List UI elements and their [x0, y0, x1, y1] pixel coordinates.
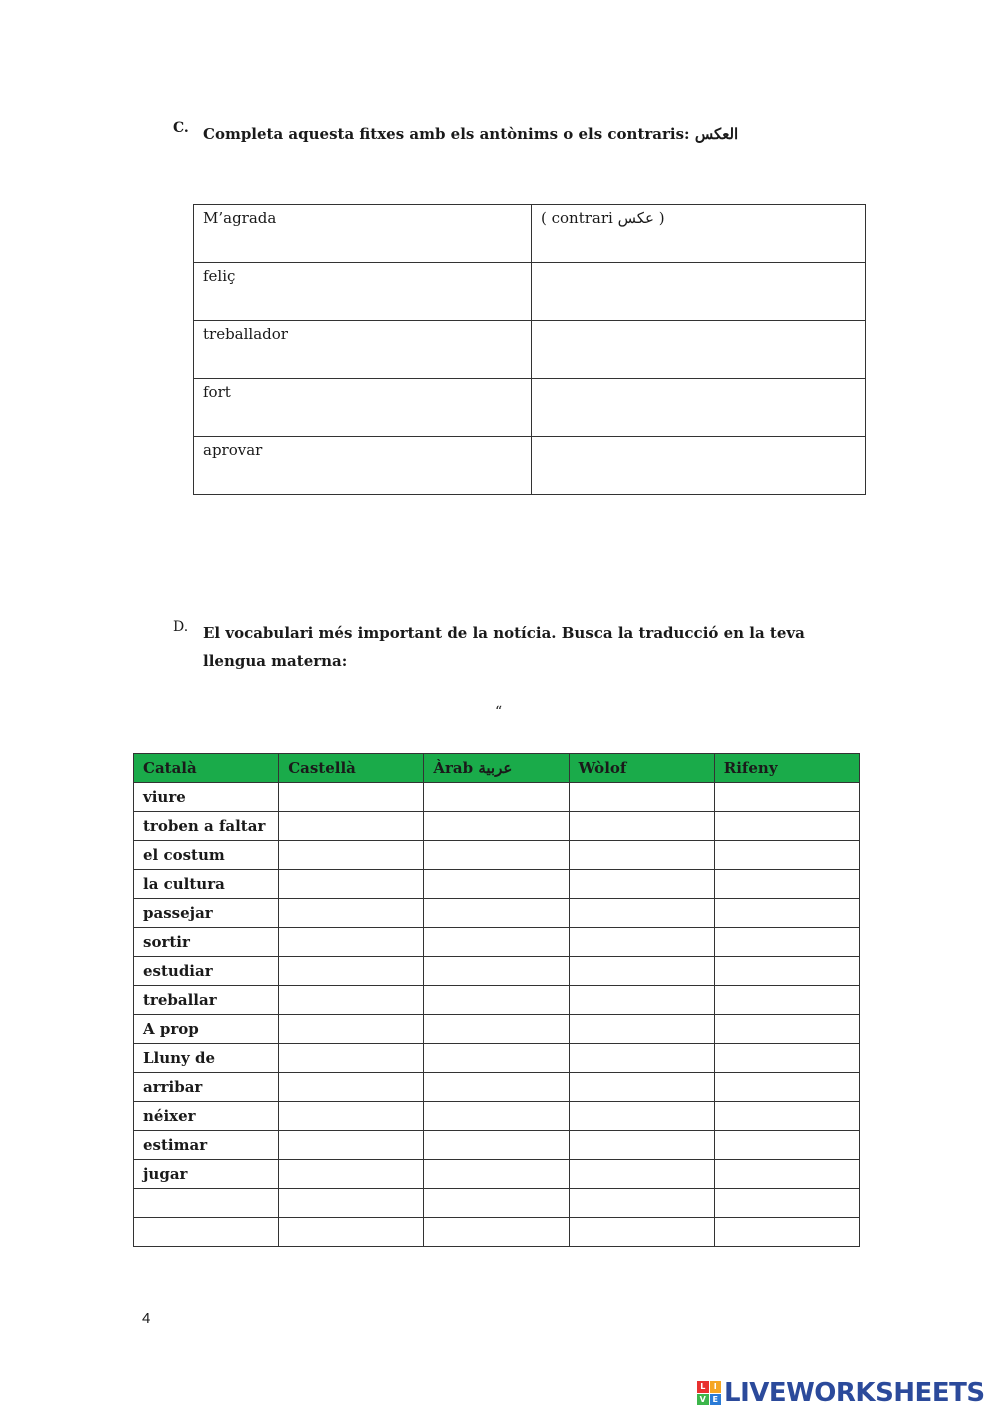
translation-cell[interactable]	[714, 1073, 859, 1102]
translation-cell[interactable]	[714, 1189, 859, 1218]
translation-cell[interactable]	[424, 899, 569, 928]
translation-cell[interactable]	[569, 1218, 714, 1247]
antonyms-table	[193, 204, 866, 495]
translation-cell[interactable]	[424, 1131, 569, 1160]
translation-cell[interactable]	[714, 1131, 859, 1160]
table-row	[194, 437, 866, 495]
table-row	[134, 928, 860, 957]
section-d-letter: D.	[173, 619, 189, 635]
translation-cell[interactable]	[714, 870, 859, 899]
section-c-letter: C.	[173, 120, 189, 136]
translation-cell[interactable]	[569, 899, 714, 928]
liveworksheets-brand[interactable]	[697, 1378, 985, 1408]
translation-cell[interactable]	[424, 957, 569, 986]
brand-name: LIVEWORKSHEETS	[724, 1378, 985, 1408]
page-number: 4	[142, 1310, 151, 1327]
translation-cell[interactable]	[279, 899, 424, 928]
header-castella: Castellà	[279, 754, 424, 783]
table-row	[134, 1044, 860, 1073]
translation-cell[interactable]	[279, 1073, 424, 1102]
vocab-word: estimar	[134, 1131, 279, 1160]
table-row	[194, 205, 866, 263]
table-row	[134, 1102, 860, 1131]
translation-cell[interactable]	[279, 1218, 424, 1247]
translation-cell[interactable]	[279, 1102, 424, 1131]
header-rifeny: Rifeny	[714, 754, 859, 783]
translation-cell[interactable]	[569, 783, 714, 812]
translation-cell[interactable]	[714, 1160, 859, 1189]
translation-cell[interactable]	[424, 1044, 569, 1073]
translation-cell[interactable]	[569, 1160, 714, 1189]
translation-cell[interactable]	[424, 928, 569, 957]
translation-cell[interactable]	[714, 783, 859, 812]
table-row	[134, 1218, 860, 1247]
table-row	[134, 841, 860, 870]
translation-cell[interactable]	[424, 841, 569, 870]
vocab-word: arribar	[134, 1073, 279, 1102]
translation-cell[interactable]	[424, 783, 569, 812]
translation-cell[interactable]	[569, 841, 714, 870]
vocab-word: néixer	[134, 1102, 279, 1131]
table-row	[134, 1015, 860, 1044]
table-row	[194, 263, 866, 321]
translation-cell[interactable]	[279, 870, 424, 899]
translation-cell[interactable]	[279, 1189, 424, 1218]
table-row	[134, 1073, 860, 1102]
translation-cell[interactable]	[569, 1073, 714, 1102]
translation-cell[interactable]	[424, 1073, 569, 1102]
translation-cell[interactable]	[714, 928, 859, 957]
table-row	[134, 957, 860, 986]
table-row	[134, 1160, 860, 1189]
table-row	[134, 1131, 860, 1160]
table-row	[134, 783, 860, 812]
vocab-word: el costum	[134, 841, 279, 870]
antonym-answer[interactable]	[532, 263, 866, 321]
translation-cell[interactable]	[424, 1189, 569, 1218]
vocab-word: treballar	[134, 986, 279, 1015]
antonym-word: treballador	[194, 321, 532, 379]
translation-cell[interactable]	[569, 1189, 714, 1218]
translation-cell[interactable]	[279, 957, 424, 986]
translation-cell[interactable]	[279, 1160, 424, 1189]
vocab-word: estudiar	[134, 957, 279, 986]
vocab-word: troben a faltar	[134, 812, 279, 841]
liveworksheets-logo-icon	[697, 1381, 721, 1405]
translation-cell[interactable]	[279, 783, 424, 812]
translation-cell[interactable]	[279, 1044, 424, 1073]
vocab-word	[134, 1189, 279, 1218]
translation-cell[interactable]	[714, 957, 859, 986]
translation-cell[interactable]	[424, 1218, 569, 1247]
quote-mark: “	[495, 704, 503, 720]
translation-cell[interactable]	[714, 1044, 859, 1073]
table-row	[194, 379, 866, 437]
translation-cell[interactable]	[714, 1218, 859, 1247]
logo-letter: L	[697, 1381, 709, 1393]
translation-cell[interactable]	[569, 1131, 714, 1160]
vocab-word: Lluny de	[134, 1044, 279, 1073]
translation-cell[interactable]	[714, 1102, 859, 1131]
antonym-word: fort	[194, 379, 532, 437]
header-arab: Àrab عربية	[424, 754, 569, 783]
translation-cell[interactable]	[279, 1131, 424, 1160]
translation-cell[interactable]	[569, 870, 714, 899]
translation-cell[interactable]	[569, 1102, 714, 1131]
section-c-title: Completa aquesta fitxes amb els antònims o els contraris: العكس	[203, 125, 739, 143]
vocabulary-table	[133, 753, 860, 1247]
vocab-word: passejar	[134, 899, 279, 928]
antonym-word: feliç	[194, 263, 532, 321]
header-wolof: Wòlof	[569, 754, 714, 783]
translation-cell[interactable]	[714, 899, 859, 928]
table-row	[134, 1189, 860, 1218]
translation-cell[interactable]	[714, 986, 859, 1015]
translation-cell[interactable]	[569, 986, 714, 1015]
translation-cell[interactable]	[569, 928, 714, 957]
table-header-row	[134, 754, 860, 783]
translation-cell[interactable]	[569, 957, 714, 986]
vocab-word: jugar	[134, 1160, 279, 1189]
translation-cell[interactable]	[279, 1015, 424, 1044]
translation-cell[interactable]	[279, 986, 424, 1015]
translation-cell[interactable]	[714, 812, 859, 841]
translation-cell[interactable]	[714, 1015, 859, 1044]
table-row	[134, 986, 860, 1015]
vocab-word: sortir	[134, 928, 279, 957]
translation-cell[interactable]	[279, 928, 424, 957]
table-row	[134, 870, 860, 899]
header-catala: Català	[134, 754, 279, 783]
antonym-answer[interactable]: ( contrari عكس )	[532, 205, 866, 263]
translation-cell[interactable]	[279, 841, 424, 870]
antonym-word: M’agrada	[194, 205, 532, 263]
translation-cell[interactable]	[424, 1102, 569, 1131]
vocab-word: la cultura	[134, 870, 279, 899]
table-row	[134, 812, 860, 841]
table-row	[134, 899, 860, 928]
antonym-answer[interactable]	[532, 321, 866, 379]
translation-cell[interactable]	[569, 812, 714, 841]
translation-cell[interactable]	[569, 1015, 714, 1044]
section-d-title: El vocabulari més important de la notícia. Busca la traducció en la teva llengua materna:	[203, 624, 805, 670]
table-row	[194, 321, 866, 379]
logo-letter: E	[710, 1394, 722, 1406]
translation-cell[interactable]	[424, 870, 569, 899]
translation-cell[interactable]	[569, 1044, 714, 1073]
translation-cell[interactable]	[424, 812, 569, 841]
logo-letter: I	[710, 1381, 722, 1393]
logo-letter: V	[697, 1394, 709, 1406]
vocab-word	[134, 1218, 279, 1247]
antonym-answer[interactable]	[532, 437, 866, 495]
vocab-word: viure	[134, 783, 279, 812]
vocab-word: A prop	[134, 1015, 279, 1044]
translation-cell[interactable]	[424, 1160, 569, 1189]
antonym-word: aprovar	[194, 437, 532, 495]
translation-cell[interactable]	[279, 812, 424, 841]
translation-cell[interactable]	[424, 1015, 569, 1044]
translation-cell[interactable]	[714, 841, 859, 870]
antonym-answer[interactable]	[532, 379, 866, 437]
translation-cell[interactable]	[424, 986, 569, 1015]
